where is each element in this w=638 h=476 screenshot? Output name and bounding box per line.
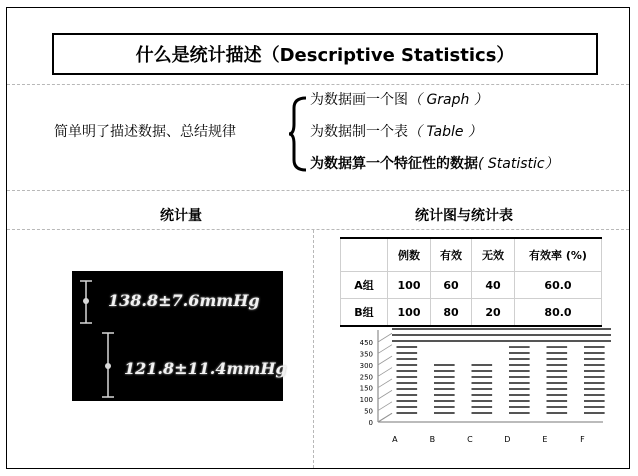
way-en: （ Table ） xyxy=(408,124,482,140)
table-header-cell: 例数 xyxy=(388,238,431,272)
ways-list xyxy=(310,89,559,185)
section-heading-statistics: 统计量 xyxy=(160,208,202,224)
x-tick-label: F xyxy=(580,435,585,444)
bar xyxy=(434,361,455,416)
table-header-cell: 有效率 (%) xyxy=(515,238,602,272)
table-header-row xyxy=(341,238,602,272)
way-en: ( Statistic） xyxy=(478,156,559,172)
table-cell: 60 xyxy=(431,272,472,299)
x-tick-label: C xyxy=(467,435,473,444)
divider xyxy=(313,230,314,468)
statistic-value-2: 121.8±11.4mmHg xyxy=(124,359,287,378)
y-tick-label: 50 xyxy=(364,407,373,416)
way-zh: 为数据算一个特征性的数据 xyxy=(310,156,478,172)
table-cell: 80.0 xyxy=(515,299,602,327)
way-item-table xyxy=(310,121,559,153)
y-tick-label: 150 xyxy=(359,384,373,393)
bar xyxy=(397,341,418,416)
grid-line xyxy=(378,390,392,399)
table-cell: 20 xyxy=(472,299,515,327)
page-title: 什么是统计描述（Descriptive Statistics） xyxy=(52,33,598,75)
y-tick-label: 0 xyxy=(368,419,373,427)
table-cell: 100 xyxy=(388,272,431,299)
grid-line xyxy=(378,379,392,388)
table-header-cell: 无效 xyxy=(472,238,515,272)
grid-line xyxy=(378,345,392,354)
divider xyxy=(7,84,629,85)
statistics-image xyxy=(72,271,287,401)
divider xyxy=(7,190,629,191)
table-cell: 100 xyxy=(388,299,431,327)
brace-icon xyxy=(288,94,308,174)
grid-line xyxy=(378,413,392,422)
x-tick-label: A xyxy=(392,435,398,444)
way-zh: 为数据制一个表 xyxy=(310,124,408,140)
statistic-value-1: 138.8±7.6mmHg xyxy=(108,291,260,310)
x-tick-label: D xyxy=(504,435,511,444)
table-header-cell: 有效 xyxy=(431,238,472,272)
way-en: （ Graph ） xyxy=(408,92,488,108)
table-cell: B组 xyxy=(341,299,388,327)
way-item-graph xyxy=(310,89,559,121)
table-row xyxy=(341,272,602,299)
table-cell: A组 xyxy=(341,272,388,299)
bar xyxy=(472,361,493,416)
y-tick-label: 450 xyxy=(359,339,373,347)
grid-line xyxy=(378,356,392,365)
table-cell: 60.0 xyxy=(515,272,602,299)
way-item-statistic xyxy=(310,153,559,185)
bar xyxy=(584,342,605,416)
intro-label: 简单明了描述数据、总结规律 xyxy=(54,124,236,140)
bar-chart xyxy=(340,322,615,452)
section-heading-charts-tables: 统计图与统计表 xyxy=(415,208,513,224)
x-tick-label: E xyxy=(542,435,548,444)
bar-backdrop xyxy=(392,328,611,342)
comparison-table xyxy=(340,237,602,327)
bar xyxy=(509,346,530,416)
divider xyxy=(7,229,629,230)
grid-line xyxy=(378,368,392,377)
table-cell: 80 xyxy=(431,299,472,327)
table-cell: 40 xyxy=(472,272,515,299)
y-tick-label: 300 xyxy=(359,361,373,370)
way-zh: 为数据画一个图 xyxy=(310,92,408,108)
bar xyxy=(547,346,568,416)
grid-line xyxy=(378,333,392,342)
y-tick-label: 100 xyxy=(359,396,373,405)
y-tick-label: 250 xyxy=(359,373,373,382)
grid-line xyxy=(378,402,392,411)
table-header-cell xyxy=(341,238,388,272)
y-tick-label: 350 xyxy=(359,350,373,359)
x-tick-label: B xyxy=(429,435,436,444)
